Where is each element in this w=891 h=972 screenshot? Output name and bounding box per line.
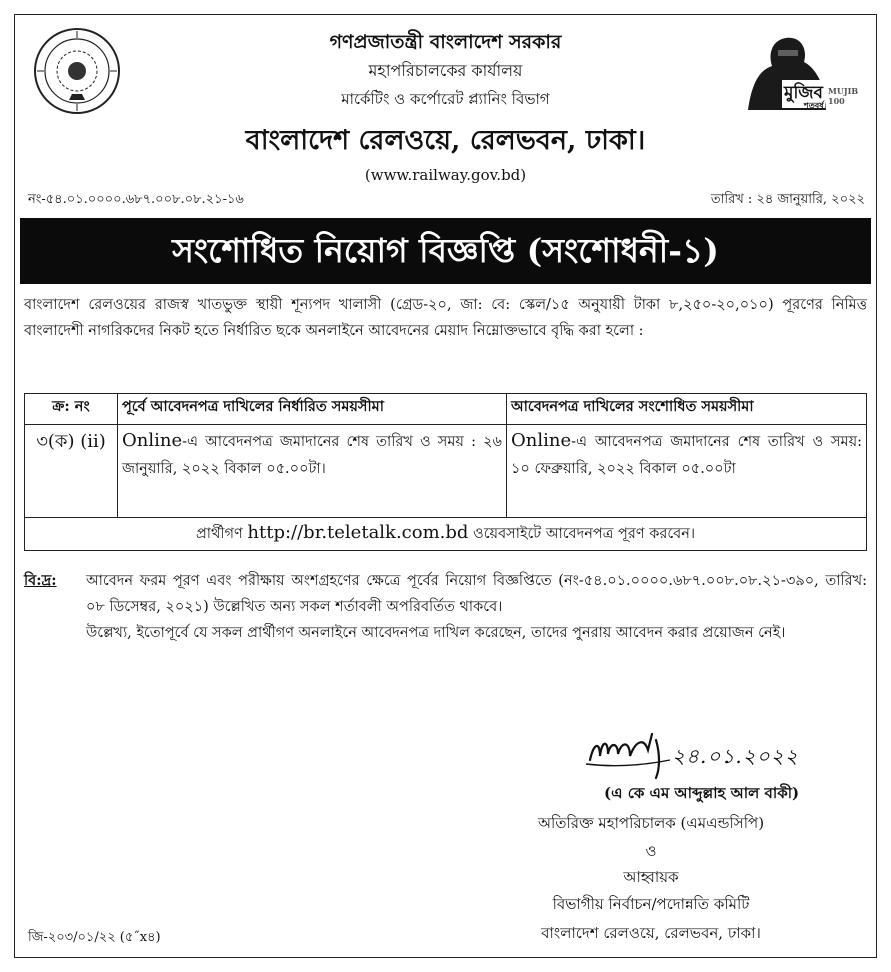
row-revised-deadline	[507, 425, 867, 518]
online-label: Online	[511, 430, 572, 451]
office-title: মহাপরিচালকের কার্যালয়	[368, 61, 523, 80]
teletalk-link[interactable]: http://br.teletalk.com.bd	[247, 521, 469, 543]
header-serial: ক্র: নং	[25, 394, 118, 425]
table-row	[25, 425, 867, 518]
notice-date: তারিখ : ২৪ জানুয়ারি, ২০২২	[710, 192, 865, 207]
table-header-row	[25, 394, 867, 425]
signatory-conjunction: ও	[645, 842, 657, 860]
revised-deadline-text: -এ আবেদনপত্র জমাদানের শেষ তারিখ ও সময়: ১০ ফেব্রুয়ারি, ২০২২ বিকাল ০৫.০০টা	[511, 434, 862, 477]
notice-banner-title: সংশোধিত নিয়োগ বিজ্ঞপ্তি (সংশোধনী-১)	[20, 218, 871, 284]
signatory-committee: বিভাগীয় নির্বাচন/পদোন্নতি কমিটি	[552, 895, 750, 913]
row-previous-deadline	[118, 425, 507, 518]
header-previous-deadline: পূর্বে আবেদনপত্র দাখিলের নির্ধারিত সময়সীমা	[118, 394, 507, 425]
note-label: বি:দ্র:	[24, 572, 57, 589]
previous-deadline-text: -এ আবেদনপত্র জমাদানের শেষ তারিখ ও সময় : ২৬ জানুয়ারি, ২০২২ বিকাল ০৫.০০টা।	[122, 434, 502, 477]
memo-number: নং-৫৪.০১.০০০০.৬৮৭.০০৮.০৮.২১-১৬	[28, 192, 244, 207]
portal-instruction	[25, 518, 867, 551]
signatory-name: (এ কে এম আব্দুল্লাহ আল বাকী)	[604, 784, 800, 802]
note-paragraph-2: উল্লেখ্য, ইতোপূর্বে যে সকল প্রার্থীগণ অনলাইনে আবেদনপত্র দাখিল করেছেন, তাদের পুনরায় আবেদন করার প্রয়োজন নেই।	[86, 625, 786, 641]
organization-title: বাংলাদেশ রেলওয়ে, রেলভবন, ঢাকা।	[245, 125, 646, 156]
row-serial: ৩(ক) (ii)	[25, 425, 118, 518]
signature-date: ২৪.০১.২০২২	[672, 744, 799, 768]
signatory-role: আহ্বায়ক	[623, 868, 679, 886]
schedule-table	[24, 393, 867, 551]
note-section	[24, 568, 867, 646]
mujib-sub: শতবর্ষ	[804, 100, 824, 110]
mujib-mark: MUJIB 100	[828, 86, 859, 106]
signatory-designation: অতিরিক্ত মহাপরিচালক (এমএন্ডসিপি)	[537, 814, 765, 832]
govt-title: গণপ্রজাতন্ত্রী বাংলাদেশ সরকার	[329, 31, 562, 53]
portal-post: ওয়েবসাইটে আবেদনপত্র পূরণ করবেন।	[473, 525, 696, 542]
header-revised-deadline: আবেদনপত্র দাখিলের সংশোধিত সময়সীমা	[507, 394, 867, 425]
division-title: মার্কেটিং ও কর্পোরেট প্ল্যানিং বিভাগ	[341, 90, 550, 108]
portal-pre: প্রার্থীগণ	[195, 525, 243, 542]
footer-code: জি-২০৩/০১/২২ (৫˝x৪)	[28, 930, 161, 945]
website-link[interactable]: (www.railway.gov.bd)	[364, 166, 527, 184]
intro-paragraph: বাংলাদেশ রেলওয়ের রাজস্ব খাতভুক্ত স্থায়ী শূন্যপদ খালাসী (গ্রেড-২০, জা: বে: স্কেল/১৫ অনুযায়ী টাকা ৮,২৫০-২০,০১০) পূরণের নিমিত্ত বাংলাদেশী নাগরিকদের নিকট হতে নির্ধারিত ছকে অনলাইনে আবেদনের মেয়াদ নিম্নোক্তভাবে বৃদ্ধি করা হলো :	[24, 297, 867, 339]
signatory-office: বাংলাদেশ রেলওয়ে, রেলভবন, ঢাকা।	[541, 924, 761, 942]
online-label: Online	[122, 430, 183, 451]
note-paragraph-1: আবেদন ফরম পূরণ এবং পরীক্ষায় অংশগ্রহণের ক্ষেত্রে পূর্বের নিয়োগ বিজ্ঞপ্তিতে (নং-৫৪.০১.০০০০.৬৮৭.০০৮.০৮.২১-৩৯০, তারিখ: ০৮ ডিসেম্বর, ২০২১) উল্লেখিত অন্য সকল শর্তাবলী অপরিবর্তিত থাকবে।	[86, 573, 867, 615]
portal-row	[25, 518, 867, 551]
mujib-text: মুজিব	[782, 80, 825, 108]
